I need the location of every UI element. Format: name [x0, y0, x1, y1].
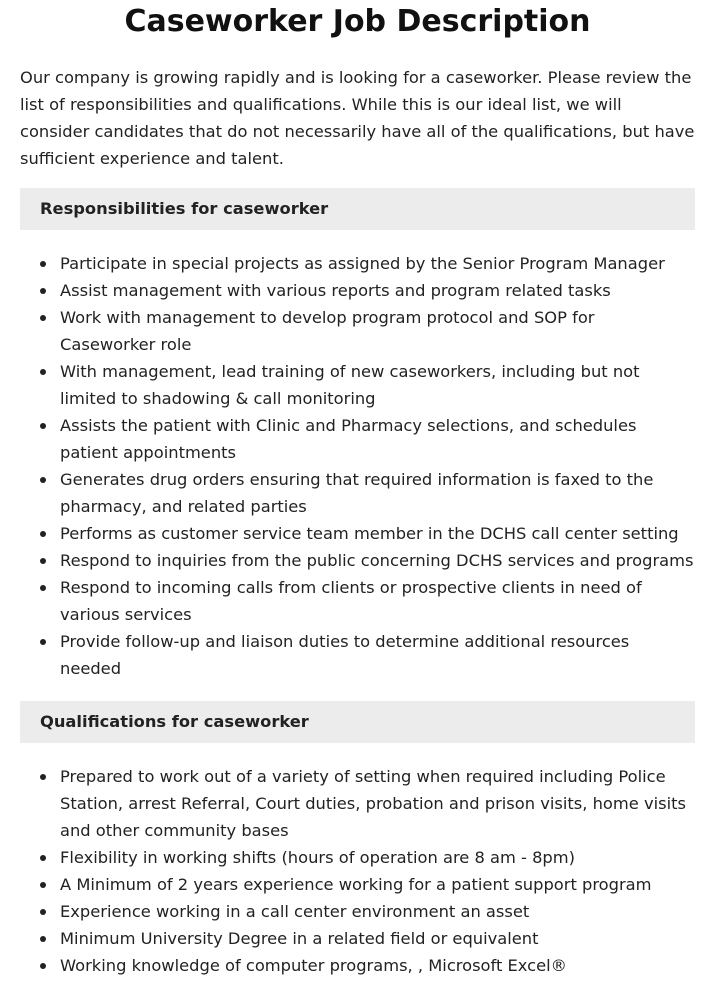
- bullet-icon: [40, 315, 46, 321]
- responsibility-item: Assist management with various reports and program related tasks: [60, 277, 695, 304]
- bullet-icon: [40, 261, 46, 267]
- qualifications-list: [20, 763, 695, 979]
- qualification-item: Experience working in a call center environment an asset: [60, 898, 695, 925]
- qualification-item: Working knowledge of computer programs, , Microsoft Excel®: [60, 952, 695, 979]
- responsibility-item: Assists the patient with Clinic and Pharmacy selections, and schedules patient appointments: [60, 412, 695, 466]
- bullet-icon: [40, 909, 46, 915]
- qualification-item: Flexibility in working shifts (hours of operation are 8 am - 8pm): [60, 844, 695, 871]
- bullet-icon: [40, 423, 46, 429]
- responsibility-item: Participate in special projects as assigned by the Senior Program Manager: [60, 250, 695, 277]
- bullet-icon: [40, 963, 46, 969]
- bullet-icon: [40, 639, 46, 645]
- responsibility-item: With management, lead training of new caseworkers, including but not limited to shadowing & call monitoring: [60, 358, 695, 412]
- qualifications-heading: Qualifications for caseworker: [20, 701, 695, 743]
- intro-paragraph: Our company is growing rapidly and is looking for a caseworker. Please review the list of responsibilities and qualifications. While this is our ideal list, we will consider candidates that do not necessarily have all of the qualifications, but have sufficient experience and talent.: [20, 68, 695, 168]
- bullet-icon: [40, 774, 46, 780]
- responsibility-item: Provide follow-up and liaison duties to determine additional resources needed: [60, 628, 695, 682]
- qualification-item: A Minimum of 2 years experience working for a patient support program: [60, 871, 695, 898]
- qualification-item: Minimum University Degree in a related field or equivalent: [60, 925, 695, 952]
- responsibility-item: Generates drug orders ensuring that required information is faxed to the pharmacy, and related parties: [60, 466, 695, 520]
- bullet-icon: [40, 936, 46, 942]
- responsibility-item: Respond to inquiries from the public concerning DCHS services and programs: [60, 547, 695, 574]
- bullet-icon: [40, 855, 46, 861]
- responsibility-item: Performs as customer service team member in the DCHS call center setting: [60, 520, 695, 547]
- bullet-icon: [40, 288, 46, 294]
- page-title: Caseworker Job Description: [124, 4, 591, 39]
- responsibilities-heading: Responsibilities for caseworker: [20, 188, 695, 230]
- bullet-icon: [40, 531, 46, 537]
- qualification-item: Prepared to work out of a variety of setting when required including Police Station, arrest Referral, Court duties, probation and prison visits, home visits and other community bases: [60, 763, 695, 844]
- bullet-icon: [40, 477, 46, 483]
- responsibility-item: Work with management to develop program protocol and SOP for Caseworker role: [60, 304, 695, 358]
- bullet-icon: [40, 585, 46, 591]
- responsibility-item: Respond to incoming calls from clients or prospective clients in need of various services: [60, 574, 695, 628]
- bullet-icon: [40, 558, 46, 564]
- responsibilities-list: [20, 250, 695, 682]
- bullet-icon: [40, 369, 46, 375]
- bullet-icon: [40, 882, 46, 888]
